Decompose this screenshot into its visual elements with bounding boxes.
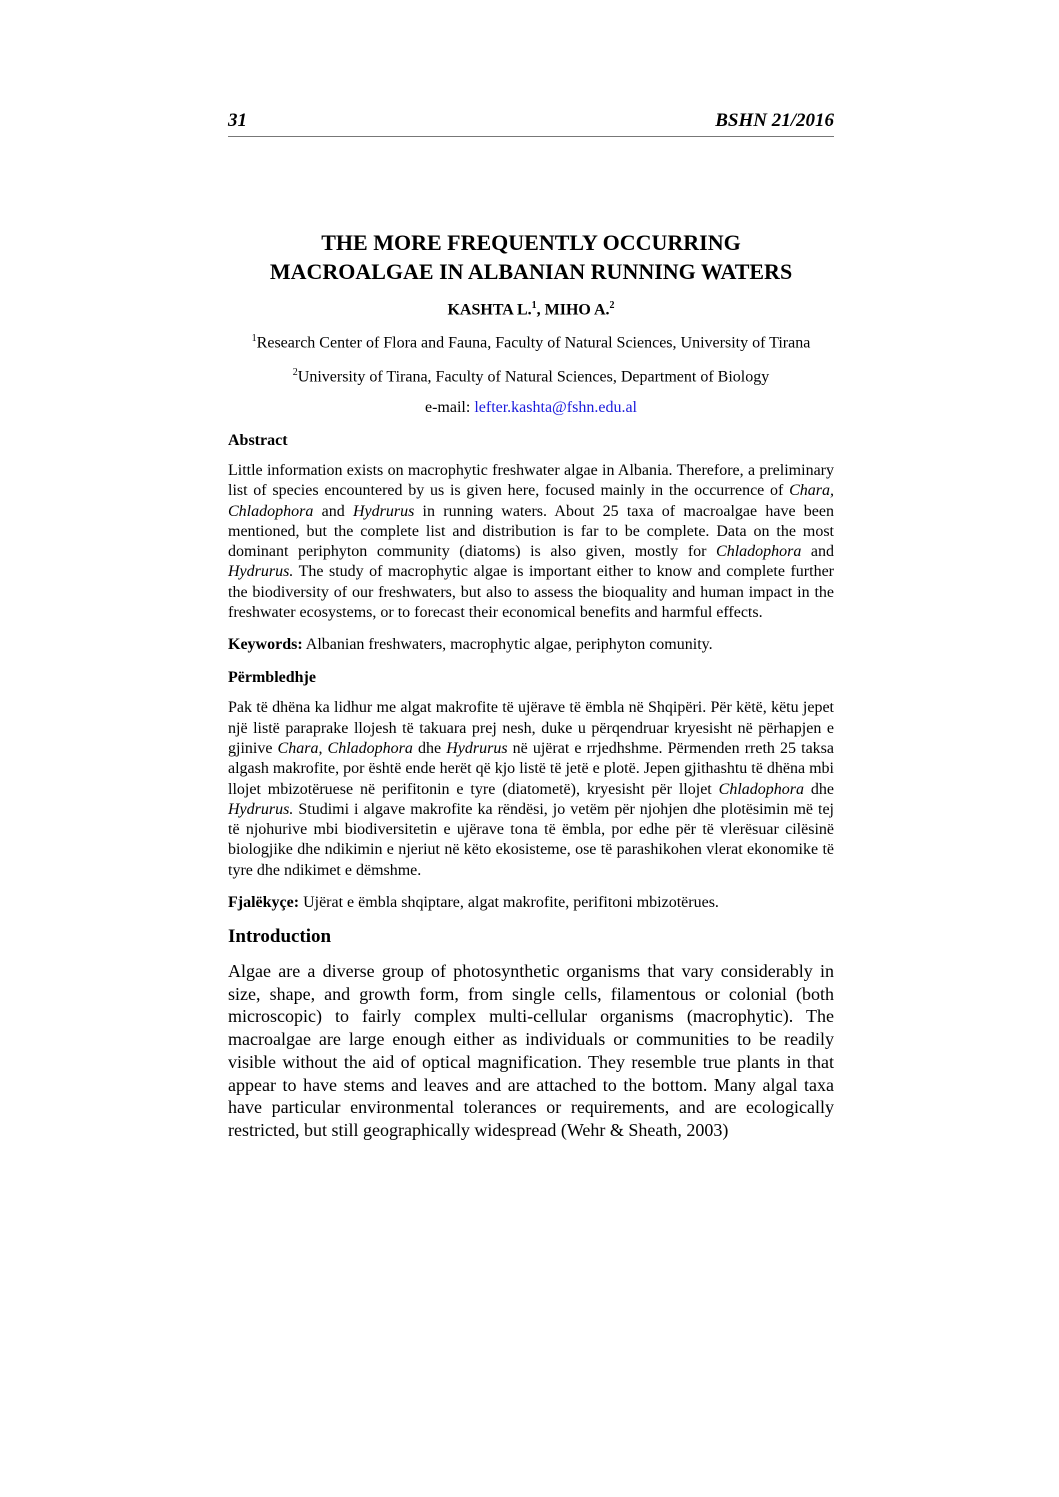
permbledhje-taxon-name: Hydrurus. (228, 800, 294, 818)
permbledhje-taxon-name: Chara, Chladophora (277, 739, 413, 757)
abstract-taxon-name: Chladophora (716, 543, 802, 561)
permbledhje-text-part: dhe (804, 780, 835, 798)
keywords-text: Albanian freshwaters, macrophytic algae, periphyton comunity. (302, 636, 713, 654)
email-label: e-mail: (425, 398, 475, 416)
author-1-affil-mark: 1 (531, 300, 537, 311)
affiliation-1-text: Research Center of Flora and Fauna, Faculty of Natural Sciences, University of Tirana (256, 334, 811, 352)
authors (228, 296, 834, 320)
journal-name: BSHN 21/2016 (715, 110, 834, 131)
page-number: 31 (228, 110, 247, 131)
permbledhje-text (228, 698, 834, 881)
permbledhje-text-part: Studimi i algave makrofite ka rëndësi, jo vetëm për njohjen dhe plotësimin më tej të njohurive mbi biodiversitetin e ujërave tona të ëmbla, por edhe për të vlerësuar cilësinë biologjike dhe ndikimin e njeriut në këto ekosisteme, ose të parashikohen vlerat ekonomike të tyre dhe ndikimet e dëmshme. (228, 800, 834, 879)
affiliation-1 (228, 328, 834, 353)
abstract-text-part: Little information exists on macrophytic freshwater algae in Albania. Therefore, a preliminary list of species encountered by us is given here, focused mainly in the occurrence of (228, 461, 834, 500)
permbledhje-text-part: Pak të dhëna ka lidhur me algat makrofite të ujërave të ëmbla në Shqipëri. Për këtë, këtu jepet një listë paraprake llojesh të takuara prej nesh, duke u përqendruar kryesisht në përhapjen e gjinive (228, 699, 834, 757)
fjalekyce-text: Ujërat e ëmbla shqiptare, algat makrofite, perifitoni mbizotërues. (299, 894, 719, 912)
fjalekyce (228, 892, 834, 913)
introduction-heading: Introduction (228, 926, 332, 948)
abstract-taxon-name: Chara, Chladophora (228, 482, 834, 520)
title-line-2: MACROALGAE IN ALBANIAN RUNNING WATERS (269, 259, 793, 284)
permbledhje-text-part: në ujërat e rrjedhshme. Përmenden rreth 25 taksa algash makrofite, por është ende herët që kjo listë të jetë e plotë. Jepen gjithashtu të dhëna mbi llojet mbizotëruese në perifitonin e tyre (diatometë), kryesisht për llojet (228, 739, 835, 798)
affiliation-2-text: University of Tirana, Faculty of Natural Sciences, Department of Biology (297, 367, 770, 385)
fjalekyce-label: Fjalëkyçe: (228, 894, 300, 912)
introduction-text: Algae are a diverse group of photosynthetic organisms that vary considerably in size, shape, and growth form, from single cells, filamentous or colonial (both microscopic) to fairly complex multi-cellular organisms (macrophytic). The macroalgae are large enough either as individuals or communities to be readily visible without the aid of optical magnification. They resemble true plants in that appear to have stems and leaves and are attached to the bottom. Many algal taxa have particular environmental tolerances or requirements, and are ecologically restricted, but still geographically widespread (Wehr & Sheath, 2003) (228, 961, 834, 1140)
author-1: KASHTA L. (447, 301, 532, 319)
permbledhje-heading: Përmbledhje (228, 669, 316, 687)
abstract-text-part: The study of macrophytic algae is important either to know and complete further the biodiversity of our freshwaters, but also to assess the bioquality and human impact in the freshwater ecosystems, or to forecast their economical benefits and harmful effects. (228, 563, 834, 622)
permbledhje-text-part: dhe (412, 739, 447, 757)
running-header (228, 110, 834, 137)
title-line-1: THE MORE FREQUENTLY OCCURRING (321, 230, 741, 255)
abstract-text-part: and (313, 502, 353, 520)
author-separator: , (536, 301, 545, 319)
contact-email (228, 397, 834, 418)
article-body (228, 228, 834, 1142)
affiliation-2 (228, 362, 834, 387)
permbledhje-taxon-name: Hydrurus (446, 739, 508, 757)
abstract-text-part: and (801, 543, 834, 561)
email-link[interactable]: lefter.kashta@fshn.edu.al (474, 398, 637, 416)
affiliation-2-mark: 2 (292, 366, 298, 378)
article-title (228, 228, 834, 286)
abstract-heading: Abstract (228, 431, 288, 449)
author-2-affil-mark: 2 (609, 300, 615, 311)
keywords-label: Keywords: (228, 636, 303, 654)
abstract-taxon-name: Hydrurus. (228, 563, 294, 581)
abstract-text (228, 461, 834, 623)
affiliation-1-mark: 1 (251, 333, 257, 345)
permbledhje-taxon-name: Chladophora (718, 780, 804, 798)
author-2: MIHO A. (544, 301, 610, 319)
abstract-taxon-name: Hydrurus (352, 502, 415, 520)
abstract-text-part: in running waters. About 25 taxa of macroalgae have been mentioned, but the complete list and distribution is far to be complete. Data on the most dominant periphyton community (diatoms) is also given, mostly for (228, 502, 834, 561)
keywords (228, 634, 834, 655)
